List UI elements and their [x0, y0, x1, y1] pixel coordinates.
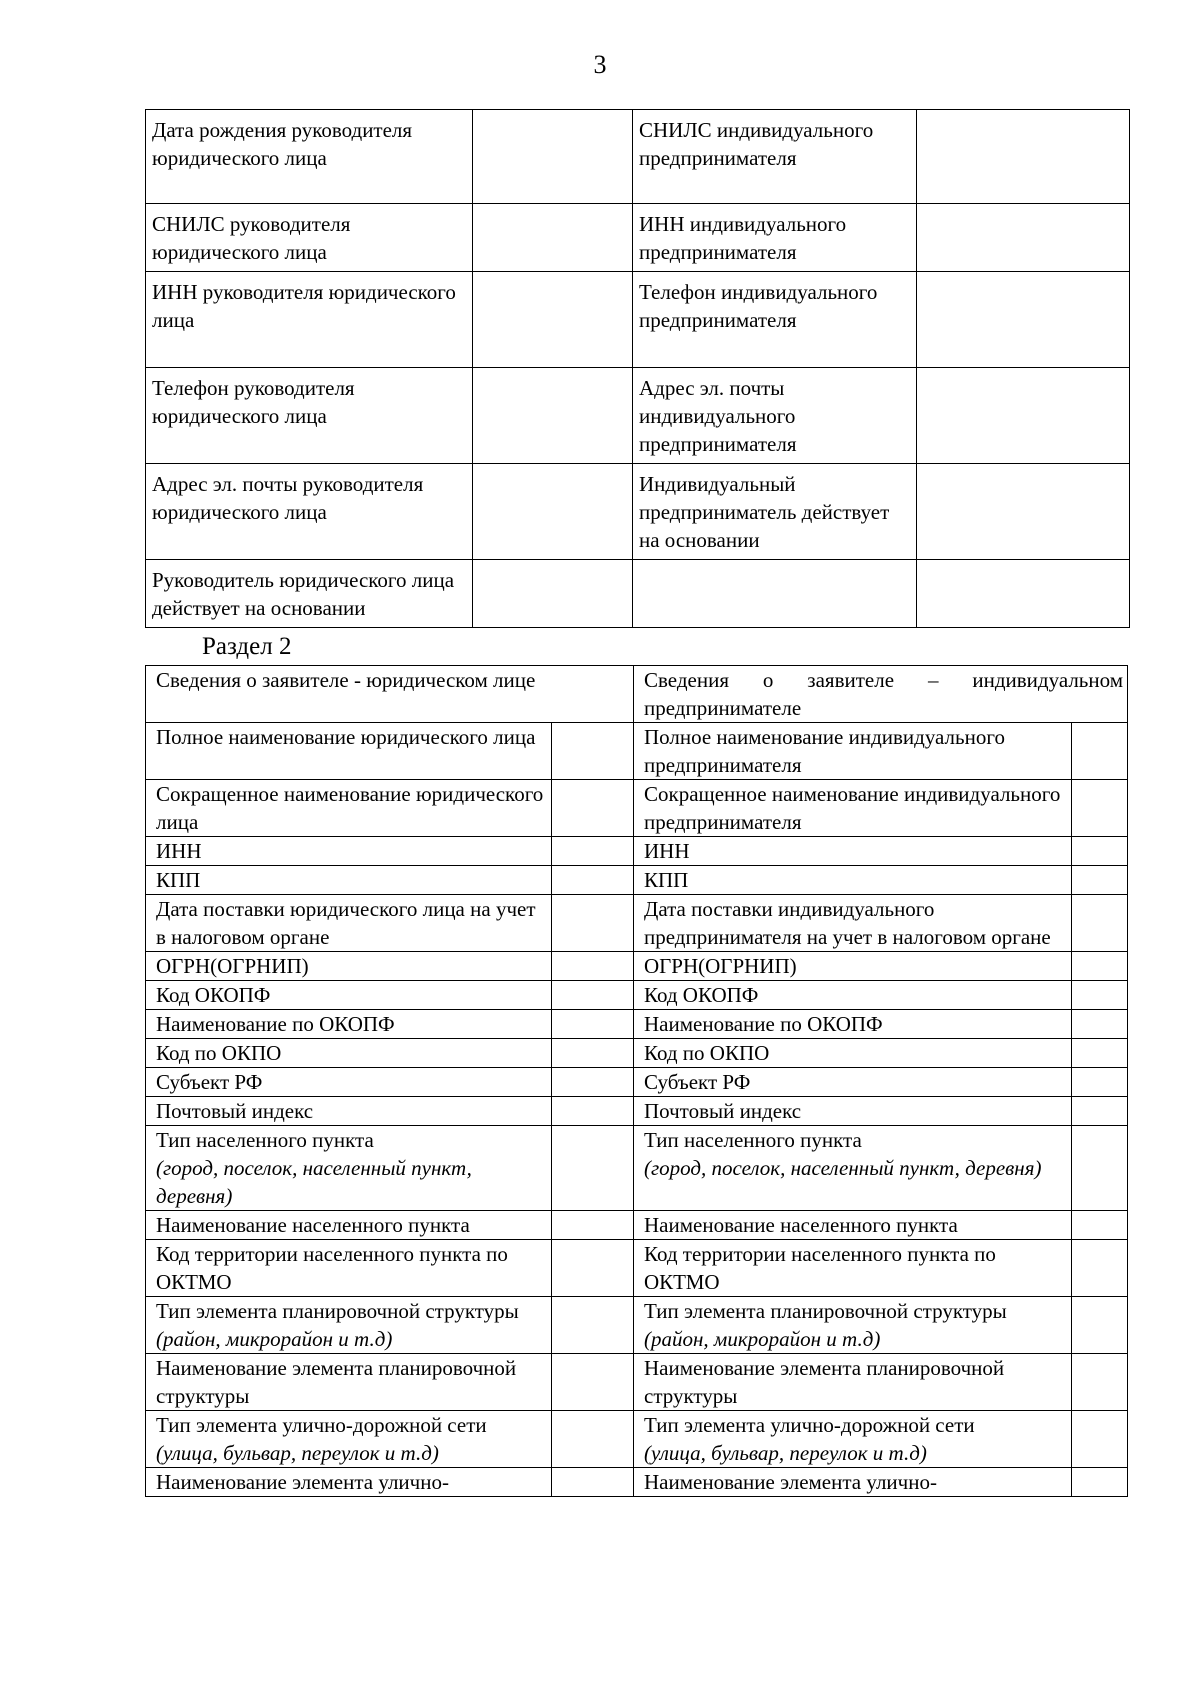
field-label-text: Тип населенного пункта	[644, 1128, 862, 1152]
table-row	[146, 780, 1128, 837]
field-value-cell[interactable]	[552, 1126, 634, 1211]
header-individual-entrepreneur: Сведения о заявителе – индивидуальном предпринимателе	[634, 666, 1128, 723]
field-value-cell[interactable]	[552, 1010, 634, 1039]
field-label-text: Код по ОКПО	[156, 1041, 282, 1065]
field-label-text: ОГРН(ОГРНИП)	[156, 954, 309, 978]
table-row	[146, 1240, 1128, 1297]
field-label	[634, 981, 1072, 1010]
field-note: (город, поселок, населенный пункт, деревня)	[156, 1156, 472, 1208]
field-label	[146, 723, 552, 780]
field-label: Индивидуальный предприниматель действует на основании	[633, 464, 917, 560]
field-value-cell[interactable]	[552, 1039, 634, 1068]
table-row	[146, 1297, 1128, 1354]
table-row	[146, 723, 1128, 780]
field-label	[634, 895, 1072, 952]
field-value-cell[interactable]	[473, 368, 633, 464]
field-label	[634, 1126, 1072, 1211]
field-label: Дата рождения руководителя юридического лица	[146, 110, 473, 204]
field-label	[146, 866, 552, 895]
field-label-text: Код территории населенного пункта по ОКТМО	[156, 1242, 508, 1294]
manager-info-table	[145, 109, 1130, 628]
field-label	[634, 1097, 1072, 1126]
field-label-text: Тип элемента планировочной структуры	[644, 1299, 1007, 1323]
field-value-cell[interactable]	[552, 780, 634, 837]
field-label	[634, 1468, 1072, 1497]
field-label-text: Наименование элемента улично-	[644, 1470, 937, 1494]
page-number: 3	[593, 50, 607, 79]
field-value-cell[interactable]	[473, 204, 633, 272]
field-value-cell[interactable]	[552, 1068, 634, 1097]
field-value-cell[interactable]	[552, 1411, 634, 1468]
field-value-cell[interactable]	[1072, 1354, 1128, 1411]
field-label: Руководитель юридического лица действует на основании	[146, 560, 473, 628]
field-label-text: Наименование по ОКОПФ	[156, 1012, 395, 1036]
field-label	[634, 837, 1072, 866]
field-value-cell[interactable]	[473, 560, 633, 628]
field-value-cell[interactable]	[1072, 1039, 1128, 1068]
field-label-text: Сокращенное наименование индивидуального предпринимателя	[644, 782, 1061, 834]
field-value-cell[interactable]	[473, 110, 633, 204]
table-row	[146, 368, 1130, 464]
table-row	[146, 1354, 1128, 1411]
field-label-text: Тип элемента улично-дорожной сети	[156, 1413, 487, 1437]
field-label-text: ОГРН(ОГРНИП)	[644, 954, 797, 978]
field-value-cell[interactable]	[552, 1240, 634, 1297]
field-label-text: Субъект РФ	[156, 1070, 263, 1094]
field-label: СНИЛС индивидуального предпринимателя	[633, 110, 917, 204]
field-label	[146, 895, 552, 952]
field-label-text: КПП	[156, 868, 201, 892]
field-label	[634, 952, 1072, 981]
field-label	[633, 560, 917, 628]
field-value-cell[interactable]	[1072, 1010, 1128, 1039]
field-label-text: Код ОКОПФ	[156, 983, 271, 1007]
field-label: Адрес эл. почты руководителя юридического лица	[146, 464, 473, 560]
field-value-cell[interactable]	[473, 464, 633, 560]
field-label	[146, 1211, 552, 1240]
table-row	[146, 866, 1128, 895]
field-label-text: Наименование элемента планировочной структуры	[156, 1356, 517, 1408]
field-label	[146, 981, 552, 1010]
field-value-cell[interactable]	[552, 1468, 634, 1497]
field-label	[146, 1126, 552, 1211]
field-label	[146, 1240, 552, 1297]
field-label-text: Почтовый индекс	[156, 1099, 314, 1123]
field-label	[146, 1097, 552, 1126]
field-label-text: Субъект РФ	[644, 1070, 751, 1094]
field-note: (улица, бульвар, переулок и т.д)	[156, 1441, 439, 1465]
field-label	[146, 1039, 552, 1068]
field-label: Телефон руководителя юридического лица	[146, 368, 473, 464]
field-label	[634, 1039, 1072, 1068]
field-value-cell[interactable]	[917, 368, 1130, 464]
field-label	[146, 1354, 552, 1411]
table-row	[146, 110, 1130, 204]
field-label	[146, 952, 552, 981]
table-row	[146, 837, 1128, 866]
field-note: (район, микрорайон и т.д)	[156, 1327, 393, 1351]
field-label: ИНН индивидуального предпринимателя	[633, 204, 917, 272]
field-value-cell[interactable]	[1072, 1411, 1128, 1468]
field-label-text: ИНН	[644, 839, 690, 863]
field-value-cell[interactable]	[1072, 1068, 1128, 1097]
field-label	[634, 1411, 1072, 1468]
field-value-cell[interactable]	[1072, 837, 1128, 866]
field-label-text: Наименование населенного пункта	[644, 1213, 958, 1237]
field-label-text: Код по ОКПО	[644, 1041, 770, 1065]
field-value-cell[interactable]	[1072, 1468, 1128, 1497]
field-label	[634, 723, 1072, 780]
field-value-cell[interactable]	[552, 895, 634, 952]
field-label-text: Код ОКОПФ	[644, 983, 759, 1007]
field-label	[634, 1297, 1072, 1354]
field-value-cell[interactable]	[1072, 981, 1128, 1010]
header-legal-entity: Сведения о заявителе - юридическом лице	[146, 666, 634, 723]
field-value-cell[interactable]	[1072, 895, 1128, 952]
field-label-text: Код территории населенного пункта по ОКТМО	[644, 1242, 996, 1294]
table-row	[146, 272, 1130, 368]
table-row	[146, 895, 1128, 952]
field-label	[634, 1211, 1072, 1240]
table-row	[146, 1010, 1128, 1039]
field-label	[634, 1068, 1072, 1097]
field-label	[146, 1068, 552, 1097]
field-label-text: Дата поставки юридического лица на учет в налоговом органе	[156, 897, 536, 949]
table-row	[146, 981, 1128, 1010]
field-value-cell[interactable]	[1072, 866, 1128, 895]
table-row	[146, 1068, 1128, 1097]
field-value-cell[interactable]	[1072, 780, 1128, 837]
field-label	[634, 1240, 1072, 1297]
field-value-cell[interactable]	[552, 1354, 634, 1411]
field-label-text: Тип населенного пункта	[156, 1128, 374, 1152]
field-value-cell[interactable]	[917, 204, 1130, 272]
field-note: (город, поселок, населенный пункт, деревня)	[644, 1156, 1042, 1180]
field-value-cell[interactable]	[552, 723, 634, 780]
table-row	[146, 1411, 1128, 1468]
field-label	[146, 1297, 552, 1354]
applicant-info-table	[145, 665, 1128, 1497]
field-value-cell[interactable]	[1072, 723, 1128, 780]
field-label-text: Почтовый индекс	[644, 1099, 802, 1123]
field-value-cell[interactable]	[917, 464, 1130, 560]
field-value-cell[interactable]	[552, 1211, 634, 1240]
field-label-text: Наименование элемента улично-	[156, 1470, 449, 1494]
field-label-text: Наименование по ОКОПФ	[644, 1012, 883, 1036]
field-value-cell[interactable]	[552, 981, 634, 1010]
field-label-text: Наименование элемента планировочной структуры	[644, 1356, 1005, 1408]
field-label-text: Полное наименование индивидуального предпринимателя	[644, 725, 1005, 777]
table-row	[146, 1211, 1128, 1240]
field-label	[146, 1010, 552, 1039]
field-label-text: Наименование населенного пункта	[156, 1213, 470, 1237]
field-value-cell[interactable]	[552, 866, 634, 895]
field-value-cell[interactable]	[1072, 952, 1128, 981]
field-value-cell[interactable]	[1072, 1126, 1128, 1211]
field-label-text: Дата поставки индивидуального предпринимателя на учет в налоговом органе	[644, 897, 1051, 949]
field-value-cell[interactable]	[1072, 1211, 1128, 1240]
section-title: Раздел 2	[202, 633, 292, 660]
table-row	[146, 952, 1128, 981]
field-label	[634, 1354, 1072, 1411]
field-value-cell[interactable]	[473, 272, 633, 368]
field-label	[146, 837, 552, 866]
table-row	[146, 1468, 1128, 1497]
field-value-cell[interactable]	[917, 110, 1130, 204]
field-label: Адрес эл. почты индивидуального предпринимателя	[633, 368, 917, 464]
table-row	[146, 1039, 1128, 1068]
field-label	[146, 780, 552, 837]
field-note: (район, микрорайон и т.д)	[644, 1327, 881, 1351]
field-label-text: Тип элемента планировочной структуры	[156, 1299, 519, 1323]
field-label: ИНН руководителя юридического лица	[146, 272, 473, 368]
table-row	[146, 1097, 1128, 1126]
field-label	[634, 780, 1072, 837]
field-value-cell[interactable]	[1072, 1240, 1128, 1297]
field-value-cell[interactable]	[552, 952, 634, 981]
field-label	[146, 1468, 552, 1497]
field-label	[634, 1010, 1072, 1039]
field-label-text: Сокращенное наименование юридического лица	[156, 782, 544, 834]
field-value-cell[interactable]	[917, 560, 1130, 628]
field-label	[146, 1411, 552, 1468]
field-value-cell[interactable]	[1072, 1297, 1128, 1354]
field-value-cell[interactable]	[552, 837, 634, 866]
field-label-text: ИНН	[156, 839, 202, 863]
table-row	[146, 1126, 1128, 1211]
table-row	[146, 464, 1130, 560]
field-label-text: Тип элемента улично-дорожной сети	[644, 1413, 975, 1437]
field-note: (улица, бульвар, переулок и т.д)	[644, 1441, 927, 1465]
field-label: Телефон индивидуального предпринимателя	[633, 272, 917, 368]
field-value-cell[interactable]	[552, 1097, 634, 1126]
table-row	[146, 204, 1130, 272]
field-label-text: Полное наименование юридического лица	[156, 725, 536, 749]
field-value-cell[interactable]	[552, 1297, 634, 1354]
field-label: СНИЛС руководителя юридического лица	[146, 204, 473, 272]
field-label-text: КПП	[644, 868, 689, 892]
field-label	[634, 866, 1072, 895]
table-header-row	[146, 666, 1128, 723]
field-value-cell[interactable]	[1072, 1097, 1128, 1126]
table-row	[146, 560, 1130, 628]
field-value-cell[interactable]	[917, 272, 1130, 368]
